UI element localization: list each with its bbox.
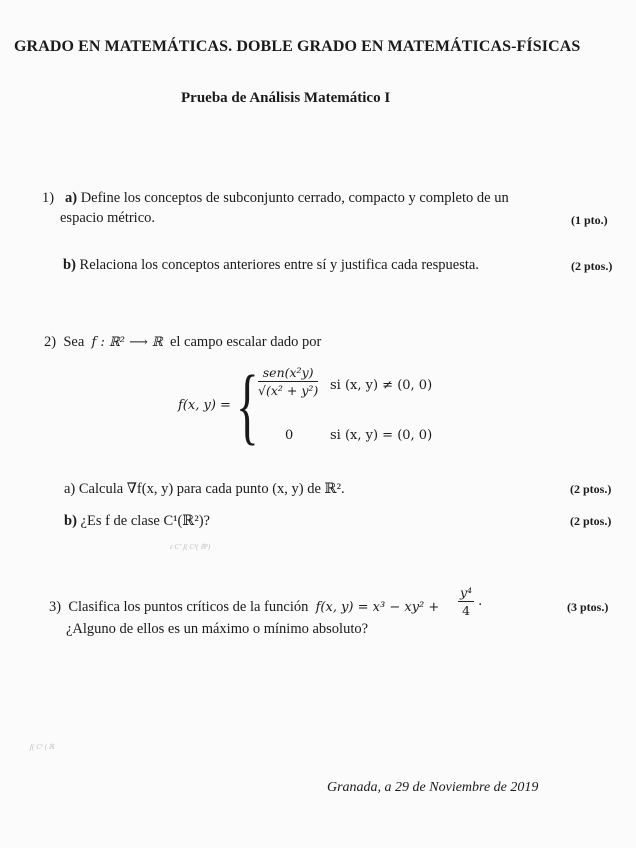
exam-header: GRADO EN MATEMÁTICAS. DOBLE GRADO EN MATEMÁTICAS-FÍSICAS xyxy=(14,38,581,55)
q2-intro-suffix: el campo escalar dado por xyxy=(169,334,322,350)
q3-number: 3) xyxy=(49,599,62,615)
q1-b-text: Relaciona los conceptos anteriores entre sí y justifica cada respuesta. xyxy=(79,257,479,273)
q2-number: 2) xyxy=(44,334,57,350)
q2-case1-cond: si (x, y) ≠ (0, 0) xyxy=(330,378,433,393)
q3-formula-end: . xyxy=(478,594,483,610)
q2-intro xyxy=(44,334,321,351)
q1-a-label: a) xyxy=(64,190,78,206)
q2-a-points: (2 ptos.) xyxy=(570,482,612,496)
q3-line2: ¿Alguno de ellos es un máximo o mínimo absoluto? xyxy=(66,621,369,637)
q3-frac-num: y⁴ xyxy=(460,585,473,600)
q2-b-label: b) xyxy=(64,513,77,529)
q1-a-text-line2: espacio métrico. xyxy=(60,210,156,226)
q2-brace: { xyxy=(236,357,259,453)
q2-a-text: Calcula ∇f(x, y) para cada punto (x, y) de ℝ². xyxy=(78,481,345,497)
q1-b-label: b) xyxy=(63,257,76,273)
q3-text-prefix: Clasifica los puntos críticos de la función xyxy=(68,599,309,615)
q3-frac-den: 4 xyxy=(462,603,471,618)
q2-intro-map: f : ℝ² ⟶ ℝ xyxy=(91,335,163,350)
exam-subtitle: Prueba de Análisis Matemático I xyxy=(181,90,391,106)
q2-case1-value xyxy=(258,365,318,398)
margin-note: ʃ( C¹ ( ℝ xyxy=(30,743,55,751)
q3-points: (3 ptos.) xyxy=(567,600,609,614)
q1-a-points: (1 pto.) xyxy=(571,213,608,227)
q2-a-label: a) xyxy=(64,481,76,497)
q2-case1-den: √(x² + y²) xyxy=(258,383,319,398)
q1-line1 xyxy=(42,190,509,207)
q3-formula: f(x, y) = x³ − xy² + xyxy=(315,600,440,615)
q2-a-line xyxy=(64,481,345,498)
q3-fraction xyxy=(458,585,482,618)
q2-case2-val: 0 xyxy=(285,428,294,443)
q2-case2-cond: si (x, y) = (0, 0) xyxy=(330,428,433,443)
q2-b-line xyxy=(64,513,210,530)
signature-date: Granada, a 29 de Noviembre de 2019 xyxy=(327,780,539,795)
q1-b-points: (2 ptos.) xyxy=(571,259,613,273)
q1-b-line xyxy=(63,257,479,274)
q2-b-points: (2 ptos.) xyxy=(570,514,612,528)
q2-function-lhs: f(x, y) = xyxy=(178,398,231,413)
q1-number: 1) xyxy=(42,190,55,206)
q2-case1-num: sen(x²y) xyxy=(258,365,318,382)
q2-b-text: ¿Es f de clase C¹(ℝ²)? xyxy=(80,513,210,529)
q2-intro-prefix: Sea xyxy=(63,334,85,350)
q2-faint-note: ε Cʼ ʃ( C¹( ℝ²) xyxy=(170,543,211,551)
q1-a-text-line1: Define los conceptos de subconjunto cerrado, compacto y completo de un xyxy=(80,190,509,206)
q3-line1 xyxy=(49,599,439,616)
